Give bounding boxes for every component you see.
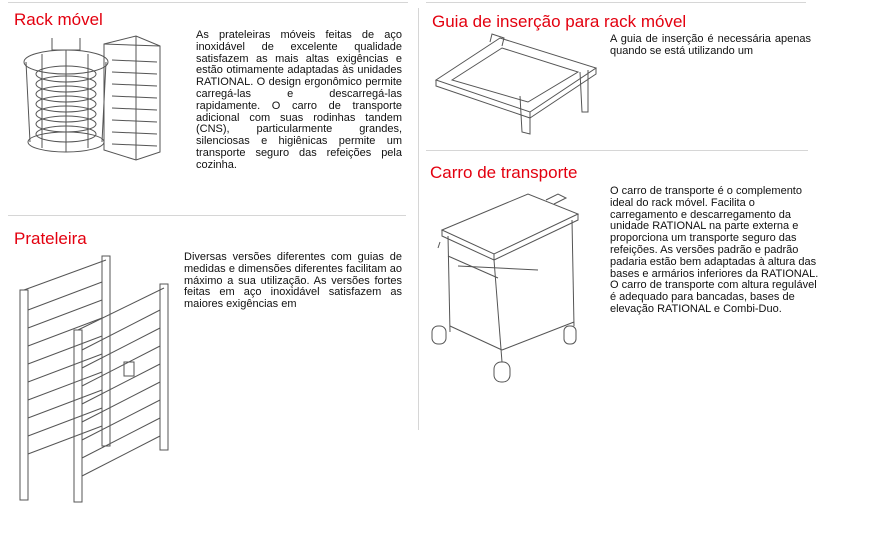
rack-movel-title: Rack móvel	[14, 10, 103, 29]
column-divider	[418, 8, 419, 430]
top-divider-left	[8, 2, 408, 3]
carro-transporte-text: O carro de transporte é o complemento ideal do rack móvel. Facilita o carregamento e descarregamento da unidade RATIONAL na parte externa e proporciona um transporte seguro das refeições. As versões padrão e padrão padaria estão bem adaptadas à altura das bases e armários inferiores da RATIONAL. O carro de transporte com altura regulável é adequado para bancadas, bases de elevação RATIONAL e Combi-Duo.	[610, 185, 819, 315]
rack-movel-illustration	[12, 32, 172, 162]
top-divider-right	[426, 2, 806, 3]
carro-transporte-illustration	[428, 186, 588, 386]
carro-transporte-title: Carro de transporte	[430, 163, 578, 182]
guia-insercao-illustration	[430, 32, 600, 137]
prateleira-text: Diversas versões diferentes com guias de medidas e dimensões diferentes facilitam ao máximo a sua utilização. As versões fortes feitas em aço inoxidável satisfazem as maiores exigências em	[184, 251, 402, 311]
prateleira-title: Prateleira	[14, 229, 87, 248]
section-divider-right	[426, 150, 808, 151]
rack-movel-text: As prateleiras móveis feitas de aço inoxidável de excelente qualidade satisfazem as mais altas exigências e estão otimamente adaptadas às unidades RATIONAL. O design ergonômico permite carregá-las e descarregá-las rapidamente. O carro de transporte adicional com suas rodinhas tandem (CNS), particularmente grandes, silenciosas e higiênicas permite um transporte seguro das refeições pela cozinha.	[196, 29, 402, 171]
guia-insercao-text: A guia de inserção é necessária apenas quando se está utilizando um	[610, 33, 811, 57]
prateleira-illustration	[12, 250, 182, 510]
guia-insercao-title: Guia de inserção para rack móvel	[432, 12, 687, 31]
section-divider-left	[8, 215, 406, 216]
